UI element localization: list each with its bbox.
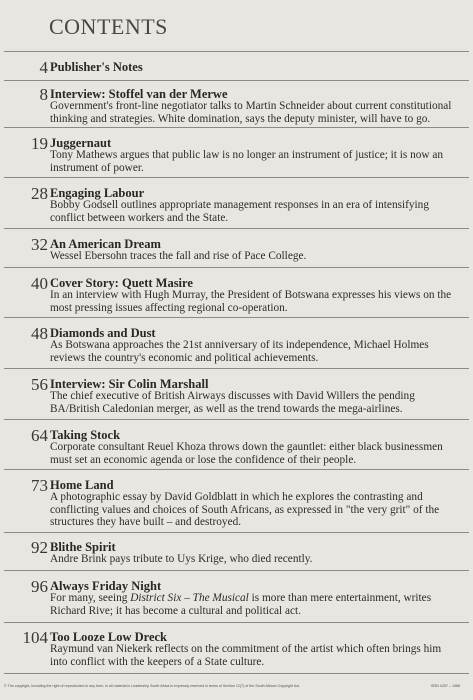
divider [4,570,469,571]
divider [4,469,469,470]
article-title: Juggernaut [50,136,112,150]
show-title: District Six – The Musical [130,592,249,604]
article-title: Taking Stock [50,428,121,442]
divider [4,127,469,128]
article-description: Bobby Godsell outlines appropriate management responses in an era of intensifying conflict between workers and the State. [50,199,429,224]
divider [4,673,469,674]
page-number: 28 [31,184,48,203]
article-title: Publisher's Notes [50,60,143,74]
page-number: 73 [31,476,48,495]
article-description: Wessel Ebersohn traces the fall and rise of Pace College. [50,250,307,262]
page-number: 8 [39,85,48,104]
page-number: 40 [31,274,48,293]
page-number: 64 [31,426,48,445]
divider [4,267,469,268]
article-title: Always Friday Night [50,579,162,593]
page-number: 19 [31,134,48,153]
article-title: Cover Story: Quett Masire [50,276,193,290]
divider [4,622,469,623]
article-title: Engaging Labour [50,186,145,200]
article-title: Interview: Stoffel van der Merwe [50,87,228,101]
divider [4,228,469,229]
divider [4,532,469,533]
article-title: An American Dream [50,237,161,251]
article-description: Tony Mathews argues that public law is no longer an instrument of justice; it is now an instrument of power. [50,149,444,174]
page-number: 56 [31,375,48,394]
copyright-notice: © The copyright, including the right of reproduction in any form, in all material in Leadership South Africa is expressly reserved in terms of Section 12(7) of the South African Copyright Act. [4,684,301,688]
article-description [50,592,455,617]
article-description: A photographic essay by David Goldblatt in which he explores the contrasting and conflicting values and choices of South Africans, as expressed in "the very grit" of the structures they have built – and destroyed. [50,491,440,529]
description-text: is more than mere entertainment, writes Richard Rive; it has become a cultural and political act. [50,592,432,617]
article-title: Too Looze Low Dreck [50,630,168,644]
page-number: 96 [31,577,48,596]
page-number: 4 [39,58,48,77]
article-title: Home Land [50,478,114,492]
article-description: Corporate consultant Reuel Khoza throws down the gauntlet: either black businessmen must set an economic agenda or lose the confidence of their people. [50,441,443,466]
article-description: Raymund van Niekerk reflects on the commitment of the artist which often brings him into conflict with the keepers of a State culture. [50,643,442,668]
page-title: CONTENTS [49,14,168,39]
divider [4,317,469,318]
page-number: 48 [31,324,48,343]
article-description: Government's front-line negotiator talks to Martin Schneider about current constitutional thinking and strategies. White domination, says the deputy minister, will have to go. [50,100,452,125]
article-title: Blithe Spirit [50,540,116,554]
divider [4,51,469,52]
article-title: Diamonds and Dust [50,326,156,340]
article-description: In an interview with Hugh Murray, the President of Botswana expresses his views on the most pressing issues affecting regional co-operation. [50,289,452,314]
divider [4,177,469,178]
copyright-footer [4,684,464,689]
article-description: The chief executive of British Airways discusses with David Willers the pending BA/British Caledonian merger, as well as the trend towards the mega-airlines. [50,390,415,415]
issn-number: ISSN 0257 – 1986 [430,684,460,688]
page-number: 104 [22,628,48,647]
page-number: 32 [31,235,48,254]
description-text: For many, seeing [50,592,131,604]
divider [4,368,469,369]
divider [4,80,469,81]
article-title: Interview: Sir Colin Marshall [50,377,209,391]
article-description: Andre Brink pays tribute to Uys Krige, who died recently. [50,553,313,565]
page-number: 92 [31,538,48,557]
article-description: As Botswana approaches the 21st anniversary of its independence, Michael Holmes reviews the country's economic and political achievements. [50,339,429,364]
divider [4,419,469,420]
